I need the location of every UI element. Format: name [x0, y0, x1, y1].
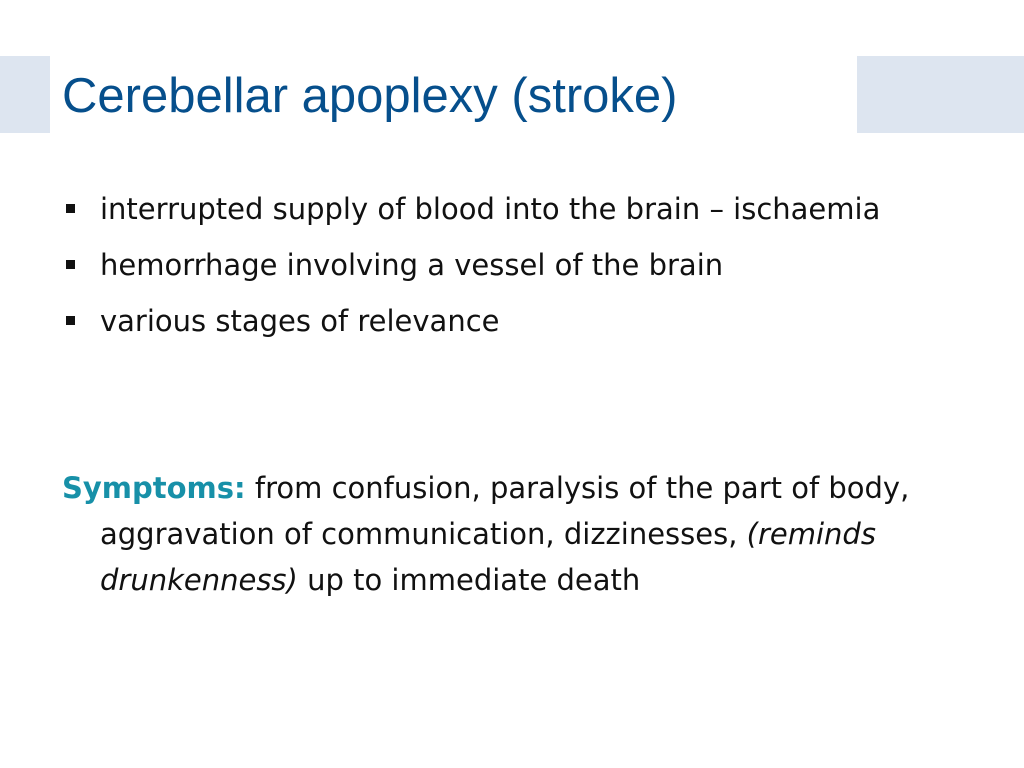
bullet-text: interrupted supply of blood into the brain – ischaemia — [100, 192, 881, 226]
symptoms-text-before: from confusion, paralysis of the part of body, aggravation of communication, dizzinesses, — [100, 471, 910, 551]
symptoms-text-after: up to immediate death — [307, 563, 641, 597]
bullet-list — [62, 186, 922, 354]
title-accent-bar-right — [857, 56, 1024, 133]
square-bullet-icon — [66, 260, 75, 269]
bullet-item-hemorrhage — [62, 242, 922, 288]
bullet-item-ischaemia — [62, 186, 922, 232]
symptoms-paragraph — [62, 465, 1000, 603]
symptoms-label: Symptoms: — [62, 471, 246, 505]
symptoms-italic-note: (reminds drunkenness) — [100, 517, 876, 597]
square-bullet-icon — [66, 204, 75, 213]
bullet-text: various stages of relevance — [100, 304, 500, 338]
title-accent-bar-left — [0, 56, 50, 133]
bullet-item-stages — [62, 298, 922, 344]
slide-title: Cerebellar apoplexy (stroke) — [62, 69, 678, 123]
bullet-text: hemorrhage involving a vessel of the brain — [100, 248, 724, 282]
square-bullet-icon — [66, 316, 75, 325]
